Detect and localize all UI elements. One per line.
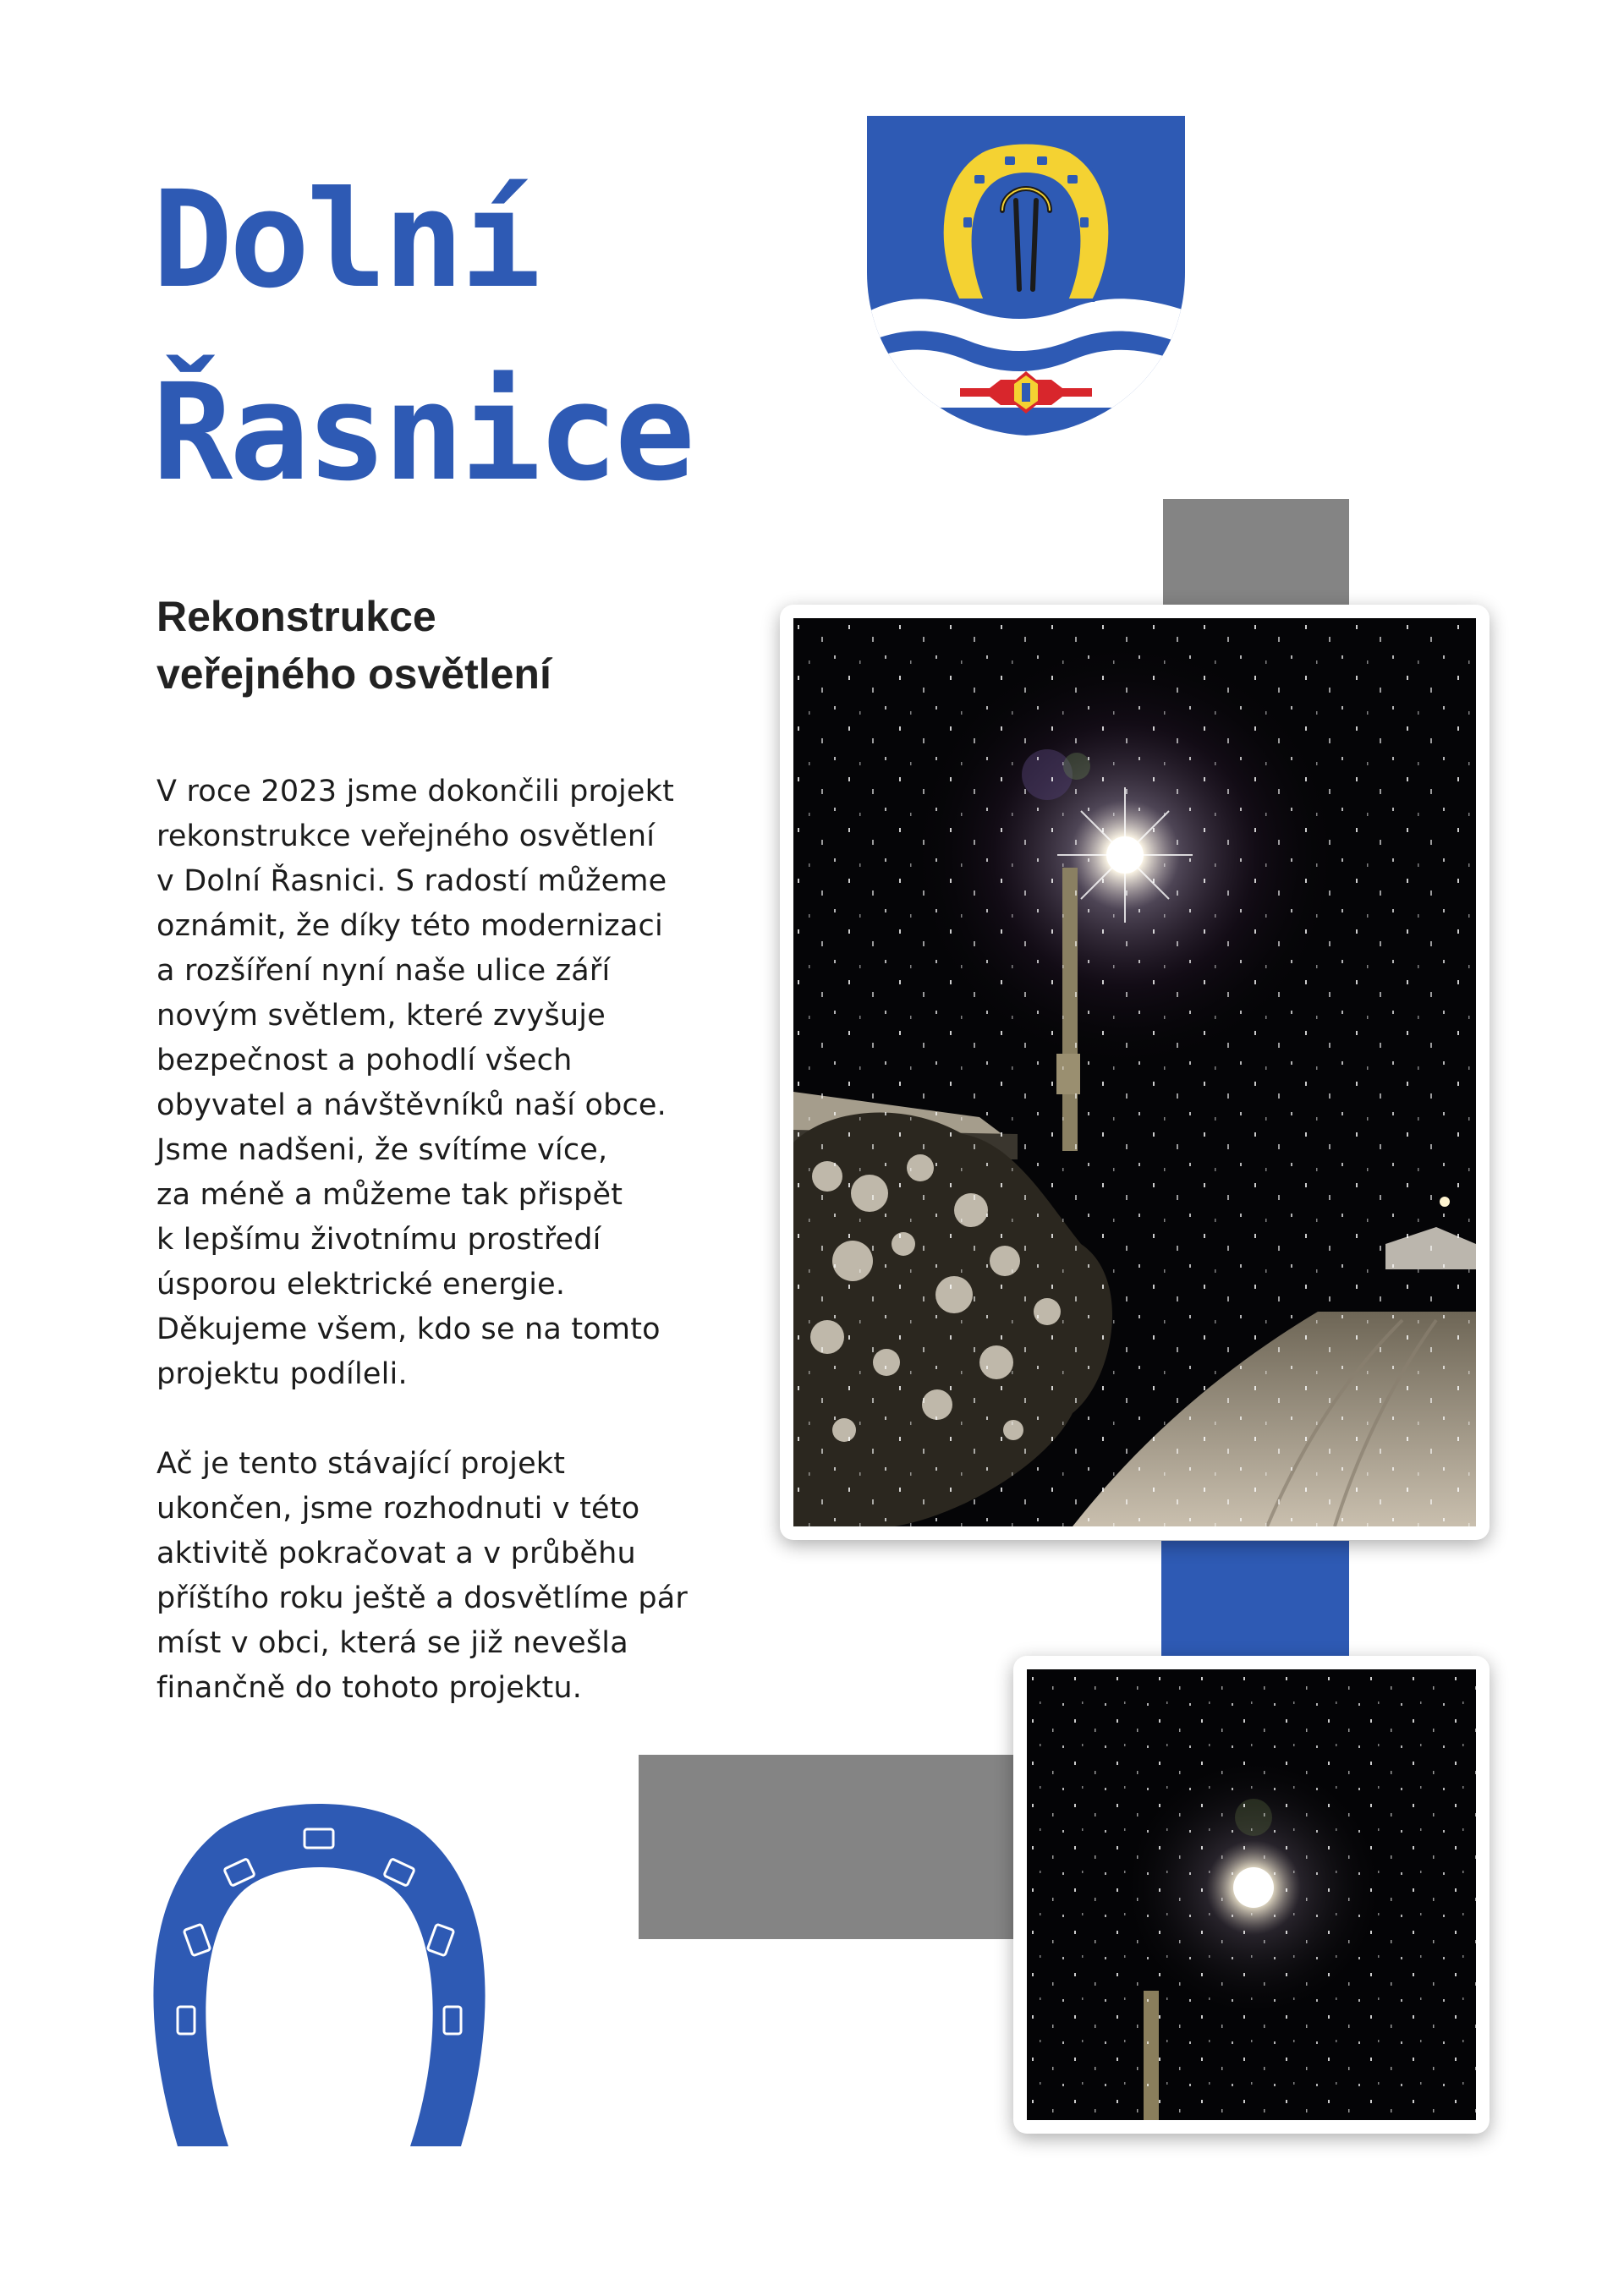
photo-lamp-night-snow bbox=[1013, 1656, 1490, 2134]
paragraph-1 bbox=[156, 770, 749, 1397]
horseshoe-icon bbox=[152, 1791, 486, 2151]
paragraph-2-line: finančně do tohoto projektu. bbox=[156, 1671, 583, 1705]
heading-line-1: Rekonstrukce bbox=[156, 593, 436, 640]
paragraph-2-line: příštího roku ještě a dosvětlíme pár bbox=[156, 1581, 689, 1615]
paragraph-1-line: a rozšíření nyní naše ulice září bbox=[156, 954, 611, 988]
paragraph-1-line: k lepšímu životnímu prostředí bbox=[156, 1223, 601, 1257]
article-body bbox=[156, 770, 749, 1711]
page-title bbox=[152, 144, 692, 529]
article-heading bbox=[156, 588, 551, 703]
decor-gray-bar-top bbox=[1163, 499, 1349, 613]
paragraph-1-line: úsporou elektrické energie. bbox=[156, 1268, 566, 1301]
paragraph-1-line: V roce 2023 jsme dokončili projekt bbox=[156, 775, 675, 808]
paragraph-2-line: ukončen, jsme rozhodnuti v této bbox=[156, 1492, 640, 1526]
paragraph-2-line: míst v obci, která se již nevešla bbox=[156, 1626, 628, 1660]
title-line-2: Řasnice bbox=[152, 355, 692, 511]
title-line-1: Dolní bbox=[152, 162, 538, 318]
decor-gray-bar-bottom bbox=[639, 1755, 1015, 1939]
paragraph-1-line: Děkujeme všem, kdo se na tomto bbox=[156, 1312, 661, 1346]
paragraph-1-line: v Dolní Řasnici. S radostí můžeme bbox=[156, 864, 667, 898]
coat-of-arms-icon bbox=[867, 116, 1185, 437]
night-lamp-photo bbox=[1027, 1669, 1476, 2120]
photo-street-lamp-snow bbox=[780, 605, 1490, 1540]
paragraph-1-line: za méně a můžeme tak přispět bbox=[156, 1178, 623, 1212]
paragraph-1-line: rekonstrukce veřejného osvětlení bbox=[156, 819, 656, 853]
paragraph-2-line: aktivitě pokračovat a v průběhu bbox=[156, 1537, 636, 1570]
paragraph-1-line: bezpečnost a pohodlí všech bbox=[156, 1044, 573, 1077]
paragraph-1-line: oznámit, že díky této modernizaci bbox=[156, 909, 663, 943]
paragraph-1-line: Jsme nadšeni, že svítíme více, bbox=[156, 1133, 608, 1167]
paragraph-1-line: projektu podíleli. bbox=[156, 1357, 408, 1391]
heading-line-2: veřejného osvětlení bbox=[156, 650, 551, 698]
paragraph-1-line: obyvatel a návštěvníků naší obce. bbox=[156, 1088, 667, 1122]
decor-blue-bar bbox=[1161, 1541, 1349, 1661]
street-lamp-photo bbox=[793, 618, 1476, 1526]
paragraph-2-line: Ač je tento stávající projekt bbox=[156, 1447, 566, 1481]
paragraph-1-line: novým světlem, které zvyšuje bbox=[156, 999, 606, 1033]
paragraph-2 bbox=[156, 1442, 749, 1711]
